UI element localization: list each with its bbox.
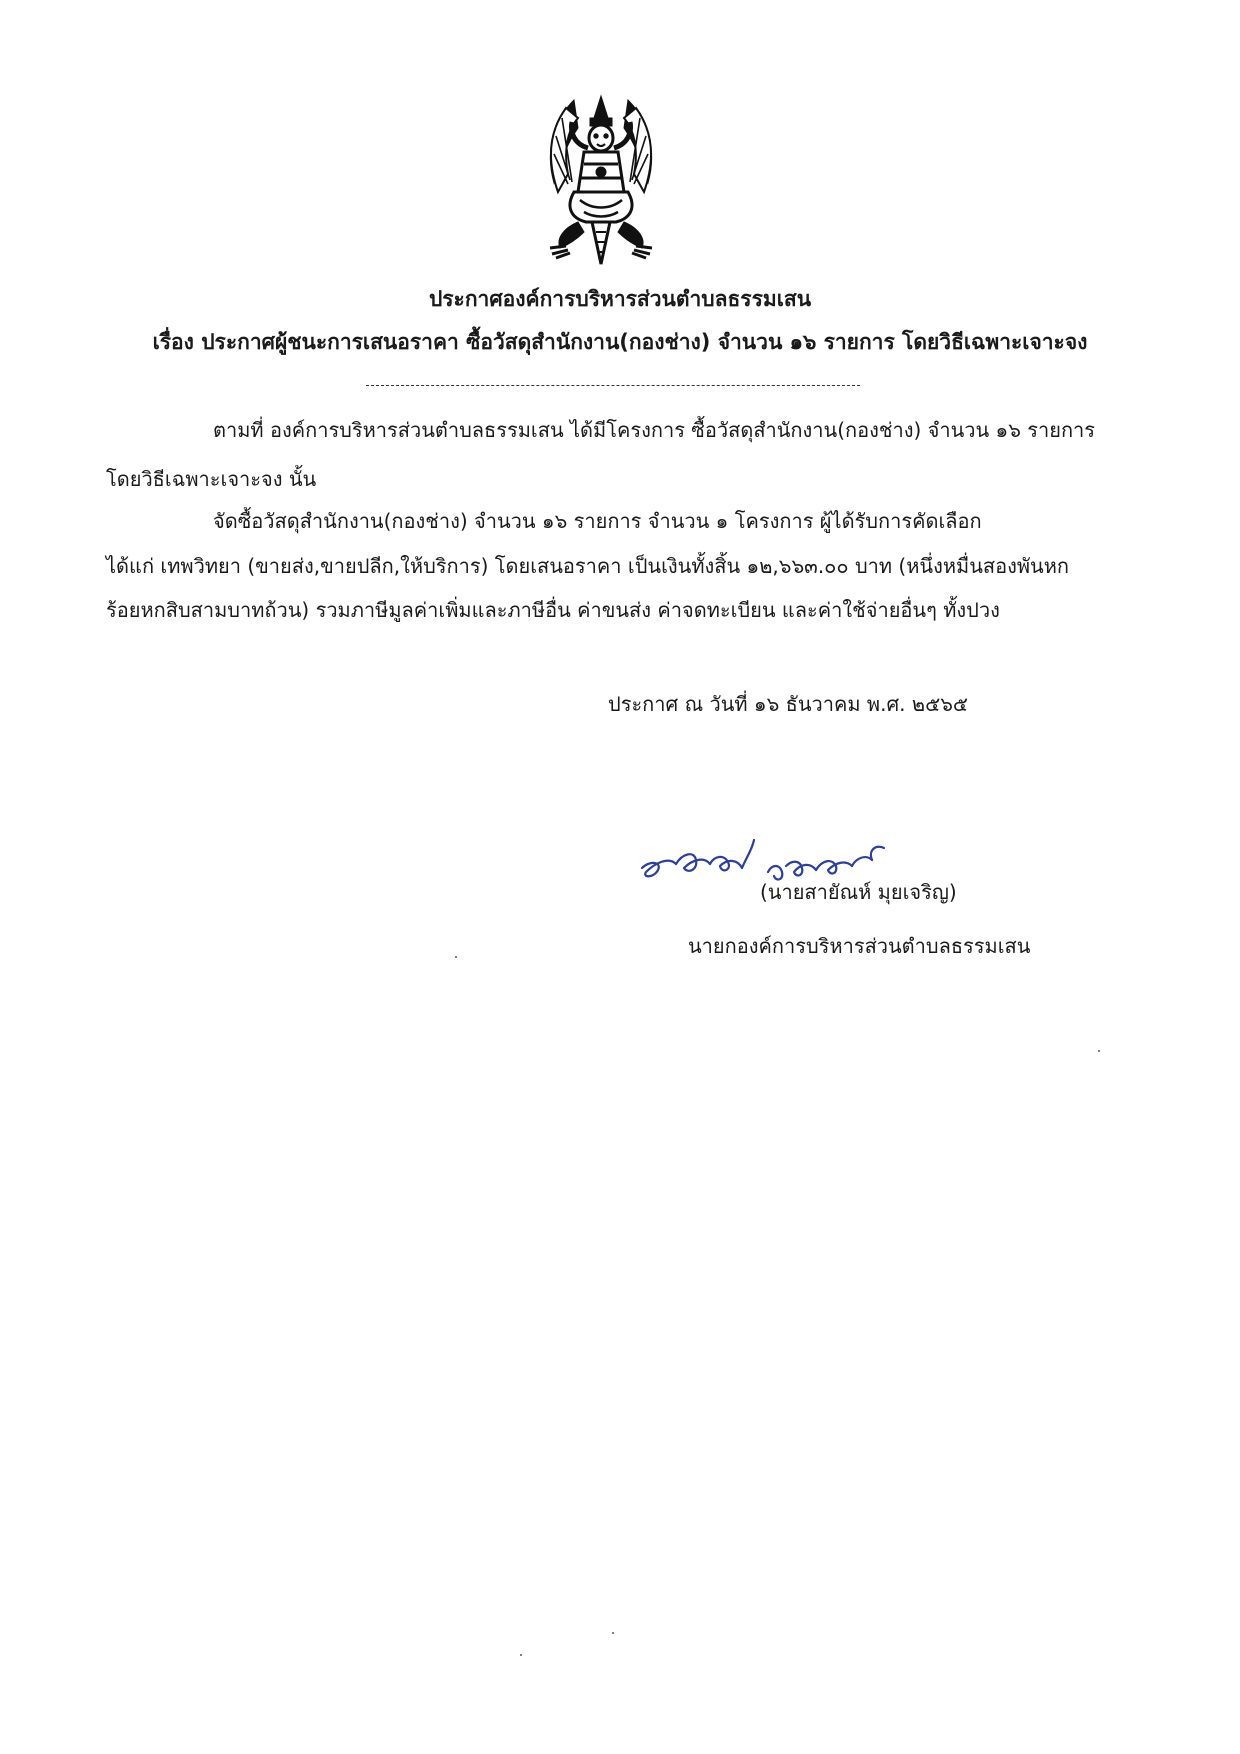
title-divider [366,385,860,386]
signer-position: นายกองค์การบริหารส่วนตำบลธรรมเสน [688,934,1031,958]
document-subject: เรื่อง ประกาศผู้ชนะการเสนอราคา ซื้อวัสดุสำนักงาน(กองช่าง) จำนวน ๑๖ รายการ โดยวิธีเฉพาะเจาะจง [152,330,1088,354]
document-title: ประกาศองค์การบริหารส่วนตำบลธรรมเสน [428,287,812,311]
announcement-date: ประกาศ ณ วันที่ ๑๖ ธันวาคม พ.ศ. ๒๕๖๕ [608,692,969,716]
scan-speck [455,956,457,958]
paragraph1-line2: โดยวิธีเฉพาะเจาะจง นั้น [106,467,317,491]
scan-speck [1098,1050,1100,1052]
paragraph1-line1: ตามที่ องค์การบริหารส่วนตำบลธรรมเสน ได้มีโครงการ ซื้อวัสดุสำนักงาน(กองช่าง) จำนวน ๑๖ รายการ [213,418,1096,442]
paragraph2-line2: ได้แก่ เทพวิทยา (ขายส่ง,ขายปลีก,ให้บริการ) โดยเสนอราคา เป็นเงินทั้งสิ้น ๑๒,๖๖๓.๐๐ บาท (หนึ่งหมื่นสองพันหก [106,554,1070,578]
scan-speck [520,1654,522,1656]
garuda-emblem-icon [526,88,676,266]
signer-name: (นายสายัณห์ มุยเจริญ) [760,880,957,904]
scan-speck [612,1632,614,1634]
paragraph2-line3: ร้อยหกสิบสามบาทถ้วน) รวมภาษีมูลค่าเพิ่มและภาษีอื่น ค่าขนส่ง ค่าจดทะเบียน และค่าใช้จ่ายอื่นๆ ทั้งปวง [106,598,1000,622]
paragraph2-line1: จัดซื้อวัสดุสำนักงาน(กองช่าง) จำนวน ๑๖ รายการ จำนวน ๑ โครงการ ผู้ได้รับการคัดเลือก [213,509,982,533]
